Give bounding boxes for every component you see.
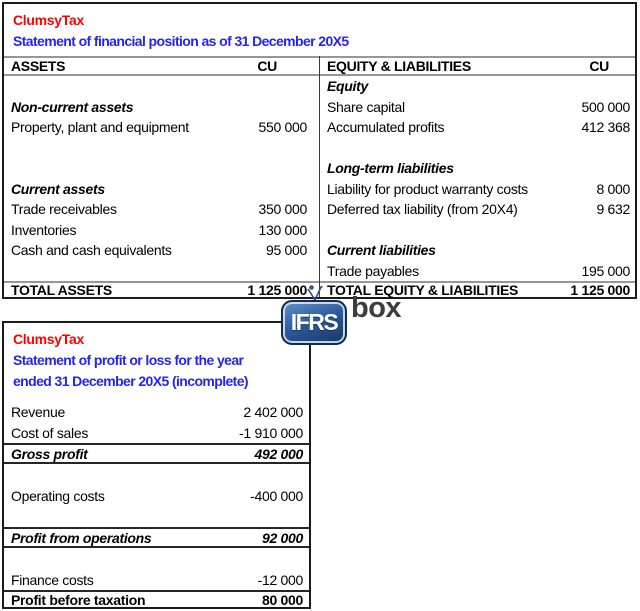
row-label: Profit before taxation <box>11 591 146 608</box>
table-row <box>4 138 319 159</box>
table-row <box>4 401 309 422</box>
row-label: Cost of sales <box>11 424 89 441</box>
row-label: Revenue <box>11 403 65 420</box>
sofp-title: Statement of financial position as of 31 December 20X5 <box>13 33 349 49</box>
table-row <box>4 199 319 220</box>
table-row <box>320 97 635 118</box>
table-row <box>4 261 319 282</box>
row-label: Share capital <box>327 98 405 115</box>
sofp-columns <box>4 56 635 297</box>
table-row <box>4 76 319 97</box>
pnl-title-area <box>4 323 309 401</box>
row-value: 350 000 <box>258 201 307 218</box>
row-value: 9 632 <box>596 201 630 218</box>
table-row <box>4 485 309 506</box>
table-row <box>4 117 319 138</box>
table-row <box>4 506 309 527</box>
row-value: 92 000 <box>261 529 303 546</box>
row-label: Long-term liabilities <box>327 160 454 177</box>
statement-of-financial-position <box>2 2 637 299</box>
assets-unit-label: CU <box>257 58 277 74</box>
logo-ifrs-text: IFRS <box>290 309 338 335</box>
row-label: Property, plant and equipment <box>11 119 189 136</box>
table-row <box>320 179 635 200</box>
section-row-current-liabilities <box>320 240 635 261</box>
tv-icon <box>281 300 347 345</box>
table-row <box>4 422 309 443</box>
row-label: Current liabilities <box>327 242 436 259</box>
pnl-title-line1: Statement of profit or loss for the year <box>13 352 244 368</box>
table-row <box>4 240 319 261</box>
row-value: 95 000 <box>265 242 307 259</box>
row-label: Gross profit <box>11 445 88 462</box>
row-label: Profit from operations <box>11 529 152 546</box>
section-row-non-current-assets <box>4 97 319 118</box>
row-value: -400 000 <box>250 487 303 504</box>
table-row <box>4 220 319 241</box>
row-label: TOTAL EQUITY & LIABILITIES <box>327 282 519 298</box>
tv-antenna-icon <box>302 284 328 301</box>
ifrsbox-watermark-logo <box>279 283 402 349</box>
row-label: Cash and cash equivalents <box>11 242 172 259</box>
row-value: 492 000 <box>254 445 303 462</box>
table-row <box>320 220 635 241</box>
row-value: 1 125 000 <box>247 282 307 298</box>
row-label: Inventories <box>11 221 77 238</box>
profit-before-taxation-row <box>4 590 309 607</box>
row-value: 2 402 000 <box>243 403 303 420</box>
row-label: Accumulated profits <box>327 119 445 136</box>
row-value: -1 910 000 <box>239 424 303 441</box>
section-row-current-assets <box>4 179 319 200</box>
row-value: 8 000 <box>596 180 630 197</box>
row-label: Non-current assets <box>11 98 134 115</box>
row-label: Operating costs <box>11 487 105 504</box>
assets-table <box>4 56 320 297</box>
equity-unit-label: CU <box>589 58 609 74</box>
section-row-long-term-liabilities <box>320 158 635 179</box>
row-label: TOTAL ASSETS <box>11 282 112 298</box>
sofp-title-area <box>4 4 635 56</box>
gross-profit-row <box>4 443 309 464</box>
row-label: Equity <box>327 78 368 95</box>
row-value: 412 368 <box>581 119 630 136</box>
row-label: Current assets <box>11 180 105 197</box>
company-name: ClumsyTax <box>13 12 84 28</box>
row-value: 550 000 <box>258 119 307 136</box>
row-label: Trade payables <box>327 262 419 279</box>
profit-from-operations-row <box>4 527 309 548</box>
assets-header-row <box>4 56 319 76</box>
table-row <box>4 158 319 179</box>
section-row-equity <box>320 76 635 97</box>
row-value: 80 000 <box>261 591 303 608</box>
row-value: -12 000 <box>257 571 303 588</box>
equity-liabilities-table <box>320 56 635 297</box>
row-value: 195 000 <box>581 262 630 279</box>
table-row <box>320 138 635 159</box>
table-row <box>4 569 309 590</box>
table-row <box>320 261 635 282</box>
row-label: Finance costs <box>11 571 94 588</box>
table-row <box>4 464 309 485</box>
statement-of-profit-or-loss <box>2 321 311 609</box>
row-value: 1 125 000 <box>570 282 630 298</box>
logo-box-text: box <box>351 292 402 324</box>
table-row <box>320 117 635 138</box>
table-row <box>320 199 635 220</box>
assets-header-label: ASSETS <box>11 58 66 74</box>
row-value: 130 000 <box>258 221 307 238</box>
table-row <box>4 548 309 569</box>
company-name: ClumsyTax <box>13 331 84 347</box>
row-label: Trade receivables <box>11 201 117 218</box>
pnl-title-line2: ended 31 December 20X5 (incomplete) <box>13 373 248 389</box>
row-value: 500 000 <box>581 98 630 115</box>
total-assets-row <box>4 281 319 297</box>
row-label: Deferred tax liability (from 20X4) <box>327 201 518 218</box>
equity-header-row <box>320 56 635 76</box>
equity-header-label: EQUITY & LIABILITIES <box>327 58 471 74</box>
row-label: Liability for product warranty costs <box>327 180 528 197</box>
